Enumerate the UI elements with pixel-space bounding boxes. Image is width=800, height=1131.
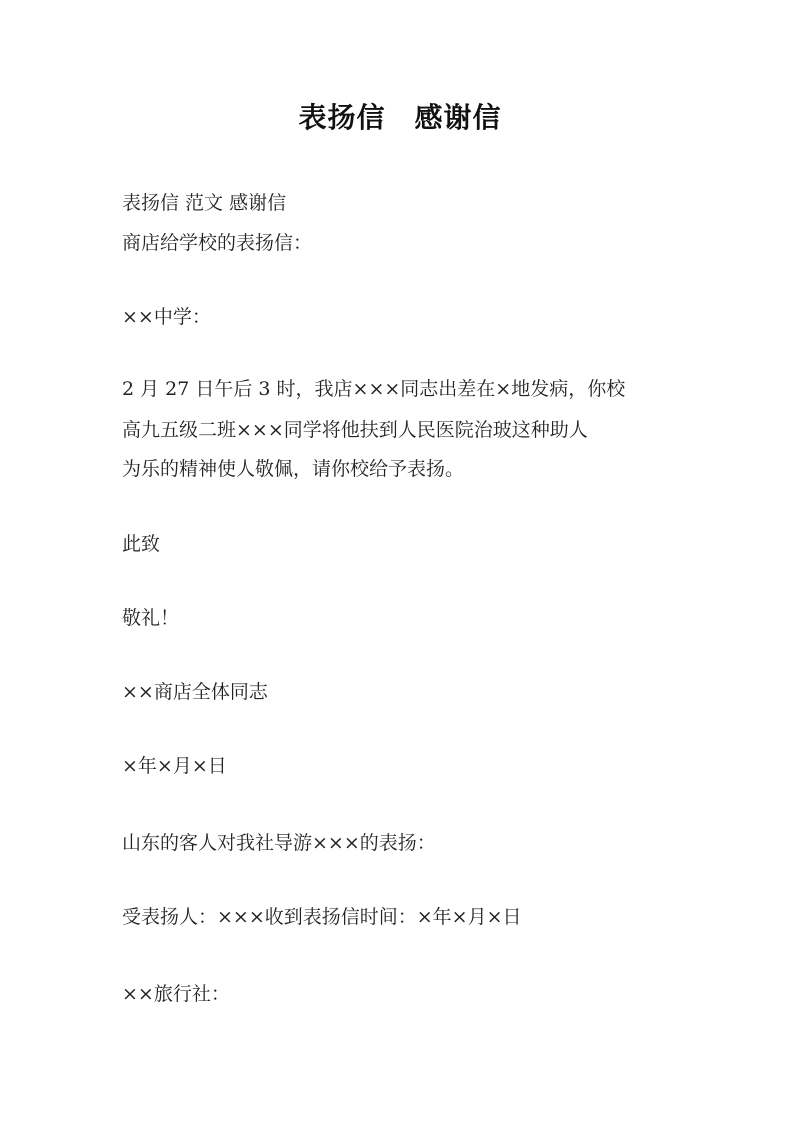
body-line-2: 高九五级二班×××同学将他扶到人民医院治玻这种助人 [122,419,588,441]
body-line-1: 2 月 27 日午后 3 时，我店×××同志出差在×地发病，你校 [122,378,626,400]
section-heading: 山东的客人对我社导游×××的表扬： [122,832,436,854]
document-title: 表扬信 感谢信 [298,101,502,134]
letter-heading: 商店给学校的表扬信： [122,232,313,254]
closing-salute: 敬礼！ [122,607,180,629]
signature: ××商店全体同志 [122,681,268,703]
body-line-3: 为乐的精神使人敬佩，请你校给予表扬。 [122,458,465,480]
agency-salutation: ××旅行社： [122,983,230,1005]
recipient-info: 受表扬人：×××收到表扬信时间：×年×月×日 [122,906,522,928]
salutation: ××中学： [122,306,211,328]
closing-greeting: 此致 [122,533,161,555]
date-line: ×年×月×日 [122,755,227,777]
subtitle-line: 表扬信 范文 感谢信 [122,192,287,214]
